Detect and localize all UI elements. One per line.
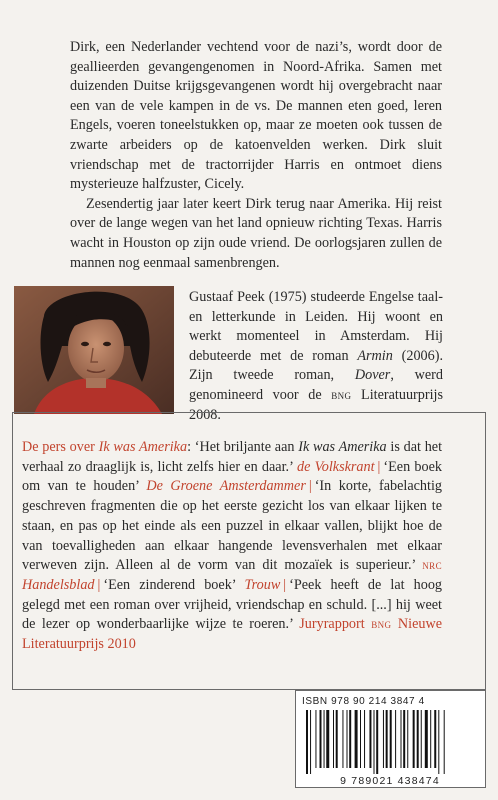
barcode [304, 710, 480, 774]
barcode-bar [326, 710, 329, 768]
quote-3-source-abbrev: nrc [422, 558, 442, 573]
barcode-bar [430, 710, 431, 768]
barcode-bar [306, 710, 308, 774]
barcode-bar [421, 710, 422, 768]
blurb-paragraph-2: Zesendertig jaar later keert Dirk terug naar Amerika. Hij reist over de lange wegen van het land opnieuw richting Texas. Harris wacht in Houston op zijn oude vriend. De oorlogsjaren zullen de mannen nog eenmaal samenbrengen. [70, 195, 442, 271]
quote-2-source: De Groene Amsterdammer [146, 478, 306, 495]
barcode-bar [364, 710, 365, 768]
barcode-bar [434, 710, 436, 768]
barcode-bar [336, 710, 338, 768]
bio-text-4: Literatuurprijs 2008. [189, 386, 443, 423]
barcode-bar [347, 710, 348, 768]
barcode-bar [333, 710, 334, 768]
quote-5-source-abbrev: bng [371, 617, 392, 632]
quote-5-text: ‘Peek heeft de lat hoog gelegd met een roman over vrijheid, vriendschap en schuld. [...] hij weet de lezer op wonderbaarlijke wijze te roeren.’ [22, 576, 443, 633]
barcode-bar [315, 710, 316, 768]
author-bio [189, 288, 443, 425]
quote-1-title: Ik was Amerika [298, 439, 387, 455]
press-lead-title: Ik was Amerika [98, 439, 188, 455]
barcode-bar [342, 710, 343, 768]
separator: | [377, 458, 381, 475]
quote-2-text: ‘Een boek om van te houden’ [22, 458, 442, 495]
back-cover-blurb [70, 38, 442, 273]
bio-text-2: (2006). Zijn tweede roman, [189, 347, 444, 384]
barcode-bar [369, 710, 371, 768]
barcode-bar [349, 710, 351, 768]
quote-5-source: Juryrapport [299, 616, 365, 633]
quote-5-source-prize: Nieuwe Literatuurprijs 2010 [22, 616, 443, 653]
press-lead-colon: : [187, 439, 192, 455]
blurb-paragraph-1: Dirk, een Nederlander vechtend voor de nazi’s, wordt door de geallieerden gevangengenomen in Noord-Afrika. Samen met duizenden Duitse krijgsgevangenen wordt hij overgebracht naar een van de vele kampen in de vs. De mannen eten goed, leren Engels, voeren toneelstukken op, maar ze moeten ook tussen de zwarte arbeiders op de katoenvelden werken. Dirk sluit vriendschap met de tractorrijder Harris en ontmoet diens mysterieuze halfzuster, Cicely. [70, 39, 442, 193]
barcode-bar [401, 710, 402, 768]
barcode-bar [444, 710, 445, 774]
barcode-bar [425, 710, 428, 768]
author-photo [14, 286, 174, 414]
barcode-bar [390, 710, 392, 768]
bio-book-title-2: Dover [354, 367, 391, 384]
bio-text-3: , werd genomineerd voor de [189, 367, 443, 403]
barcode-bar [438, 710, 439, 774]
quote-4-text: ‘Een zinderend boek’ [103, 576, 236, 593]
barcode-digits: 9 789021 438474 [340, 775, 440, 787]
separator: | [97, 576, 101, 593]
barcode-bar [355, 710, 358, 768]
barcode-bar [407, 710, 408, 768]
barcode-bar [413, 710, 415, 768]
quote-3-source: Handelsblad [22, 576, 95, 593]
quote-3-text: ‘In korte, fabelachtig geschreven fragmenten die op het eerste gezicht los van elkaar lijken te staan, en pas op het einde als een puzzel in elkaar vallen, blijkt hoe de van toevalligheden aan elkaar hangende levensverhalen met elkaar verweven zijn. Alleen al de vorm van dit mozaïek is superieur.’ [22, 478, 442, 574]
bio-text-1: Gustaaf Peek (1975) studeerde Engelse taal- en letterkunde in Leiden. Hij woont en werkt momenteel in Amsterdam. Hij debuteerde met de roman [189, 289, 443, 364]
press-lead: De pers over [22, 439, 99, 455]
barcode-bar [310, 710, 311, 774]
isbn-label: ISBN 978 90 214 3847 4 [302, 696, 425, 707]
separator: | [283, 576, 287, 593]
barcode-bar [376, 710, 378, 774]
barcode-bar [320, 710, 322, 768]
separator: | [308, 478, 312, 495]
bio-book-title-1: Armin [357, 347, 393, 364]
barcode-bar [324, 710, 325, 768]
press-quotes [22, 438, 442, 655]
bio-prize-abbrev: bng [331, 387, 352, 402]
barcode-bar [383, 710, 384, 768]
quote-1-source: de Volkskrant [297, 458, 375, 475]
barcode-bar [403, 710, 405, 768]
quote-4-source: Trouw [244, 576, 281, 593]
barcode-bar [395, 710, 396, 768]
barcode-bar [417, 710, 419, 768]
barcode-bar [374, 710, 375, 774]
quote-1-text-end: is dat het verhaal zo draaglijk is, licht zelfs hier en daar.’ [22, 439, 443, 475]
barcode-bar [386, 710, 388, 768]
quote-1-text: ‘Het briljante aan [191, 439, 299, 455]
barcode-bar [360, 710, 361, 768]
